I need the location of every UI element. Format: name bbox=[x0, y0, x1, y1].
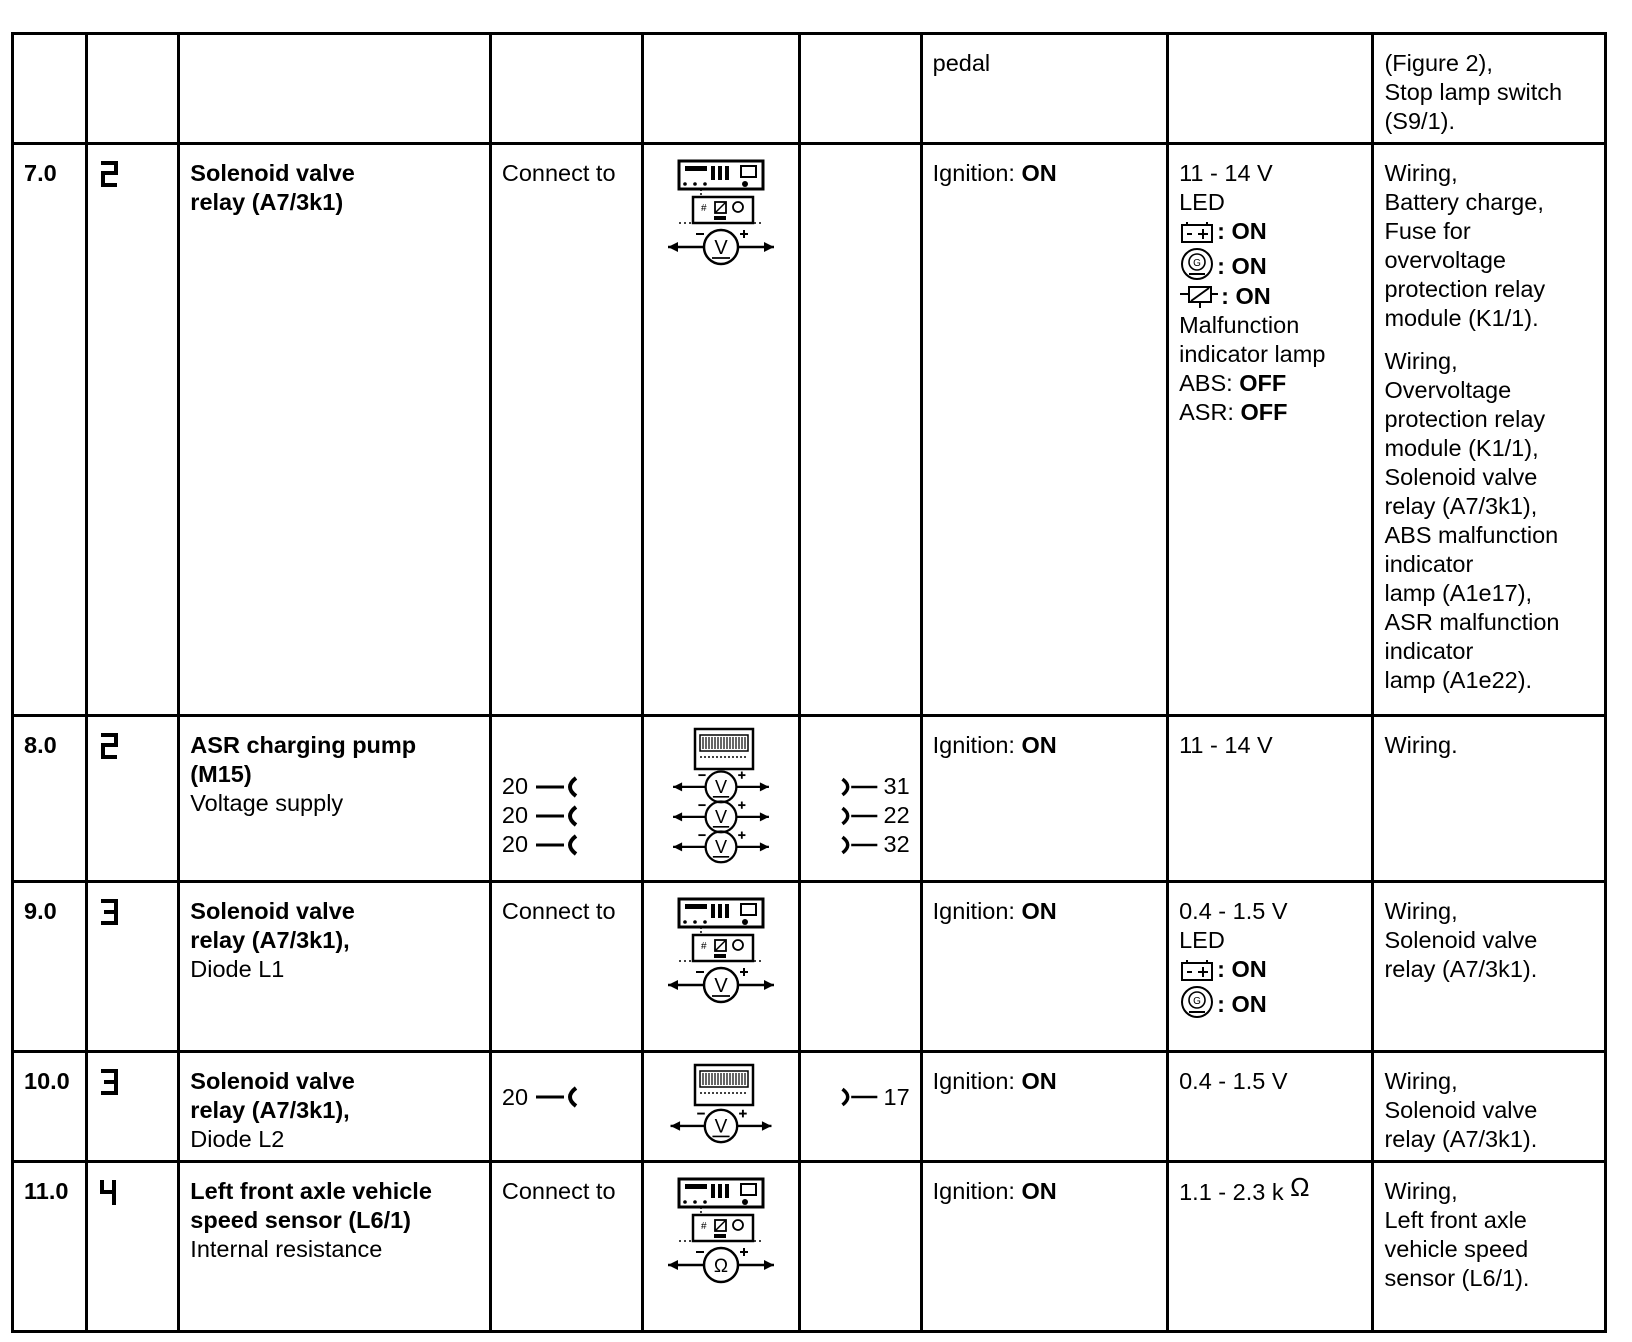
remedy-line: Solenoid valve bbox=[1384, 927, 1538, 954]
remedy-cell bbox=[1373, 882, 1606, 1051]
remedy-line: relay (A7/3k1), bbox=[1384, 493, 1538, 520]
remedy-cell bbox=[1373, 716, 1606, 882]
component-name-line: relay (A7/3k1), bbox=[190, 1096, 350, 1123]
test-table-sheet bbox=[11, 32, 1607, 1333]
probe-connector-icon bbox=[534, 775, 580, 799]
probe-connector-icon bbox=[839, 1085, 879, 1109]
scanner-voltmeter-icon bbox=[663, 727, 779, 871]
step-number: 11.0 bbox=[24, 1177, 69, 1204]
pin-number: 20 bbox=[501, 773, 529, 800]
component-name-line: Solenoid valve bbox=[190, 1067, 355, 1094]
table-row bbox=[13, 1051, 1606, 1161]
component-detail: Voltage supply bbox=[190, 790, 344, 817]
component-name-line: (M15) bbox=[190, 761, 252, 788]
remedy-line: Wiring, bbox=[1384, 898, 1458, 925]
nominal-cell bbox=[1168, 716, 1373, 882]
step-cell bbox=[13, 716, 87, 882]
component-cell bbox=[179, 882, 491, 1051]
remedy-cell bbox=[1373, 1161, 1606, 1331]
led-label: LED bbox=[1179, 189, 1225, 216]
remedy-line: Stop lamp switch bbox=[1384, 79, 1563, 105]
led-label: LED bbox=[1179, 927, 1225, 954]
table-row bbox=[13, 144, 1606, 716]
led-state: ON bbox=[1231, 956, 1267, 983]
nominal-value: 11 - 14 V bbox=[1179, 160, 1273, 187]
step-cell bbox=[13, 882, 87, 1051]
step-cell bbox=[13, 144, 87, 716]
condition-label: Ignition: bbox=[932, 160, 1022, 187]
fault-code-2-glyph bbox=[98, 159, 120, 189]
condition-cell bbox=[921, 1051, 1167, 1161]
remedy-line: Battery charge, bbox=[1384, 189, 1544, 216]
remedy-line: Solenoid valve bbox=[1384, 1096, 1538, 1123]
socket-cell bbox=[800, 716, 921, 882]
equipment-cell bbox=[643, 34, 800, 144]
remedy-cell bbox=[1373, 1051, 1606, 1161]
socket-cell bbox=[800, 882, 921, 1051]
condition-label: Ignition: bbox=[932, 732, 1022, 759]
condition-label: Ignition: bbox=[932, 1177, 1022, 1204]
nominal-value: 0.4 - 1.5 V bbox=[1179, 898, 1288, 925]
battery-icon bbox=[1179, 958, 1215, 982]
tester-ohmmeter-icon bbox=[663, 1177, 779, 1289]
nominal-value: 11 - 14 V bbox=[1179, 732, 1273, 759]
condition-value: ON bbox=[1021, 1067, 1057, 1094]
code-cell bbox=[87, 716, 179, 882]
component-detail: Diode L2 bbox=[190, 1125, 285, 1152]
connection-cell bbox=[490, 1051, 642, 1161]
ohm-unit: Ω bbox=[1290, 1171, 1310, 1202]
probe-connector-icon bbox=[839, 833, 879, 857]
pin-number: 17 bbox=[883, 1083, 910, 1110]
test-table bbox=[11, 32, 1607, 1333]
condition-cell bbox=[921, 144, 1167, 716]
equipment-cell bbox=[643, 1161, 800, 1331]
tester-voltmeter-icon bbox=[663, 897, 779, 1009]
relay-icon bbox=[1179, 283, 1219, 309]
component-name-line: relay (A7/3k1) bbox=[190, 189, 344, 216]
equipment-cell bbox=[643, 882, 800, 1051]
nominal-line: Malfunction bbox=[1179, 312, 1300, 339]
component-cell bbox=[179, 1051, 491, 1161]
pin-number: 20 bbox=[501, 1083, 529, 1110]
condition-label: Ignition: bbox=[932, 1067, 1022, 1094]
code-cell bbox=[87, 882, 179, 1051]
remedy-line: Wiring, bbox=[1384, 348, 1458, 375]
socket-cell bbox=[800, 1051, 921, 1161]
remedy-line: Left front axle bbox=[1384, 1206, 1527, 1233]
step-number: 10.0 bbox=[24, 1067, 70, 1094]
code-cell bbox=[87, 1051, 179, 1161]
battery-icon bbox=[1179, 220, 1215, 244]
probe-connector-icon bbox=[534, 804, 580, 828]
component-name-line: ASR charging pump bbox=[190, 732, 417, 759]
remedy-cell bbox=[1373, 34, 1606, 144]
remedy-line: vehicle speed bbox=[1384, 1235, 1529, 1262]
remedy-line: (S9/1). bbox=[1384, 108, 1456, 134]
table-row bbox=[13, 34, 1606, 144]
connection-text: Connect to bbox=[501, 1177, 616, 1204]
fault-code-2-glyph bbox=[98, 731, 120, 761]
fault-code-3-glyph bbox=[98, 897, 120, 927]
probe-connector-icon bbox=[534, 1085, 580, 1109]
remedy-line: ABS malfunction bbox=[1384, 522, 1559, 549]
remedy-line: indicator bbox=[1384, 638, 1474, 665]
equipment-cell bbox=[643, 144, 800, 716]
component-name-line: Solenoid valve bbox=[190, 898, 355, 925]
pin-number: 22 bbox=[883, 802, 910, 829]
table-row bbox=[13, 716, 1606, 882]
led-state: ON bbox=[1231, 991, 1267, 1018]
step-number: 9.0 bbox=[24, 898, 57, 925]
condition-cell bbox=[921, 1161, 1167, 1331]
nominal-cell bbox=[1168, 1161, 1373, 1331]
connection-text: Connect to bbox=[501, 160, 616, 187]
connection-cell bbox=[490, 1161, 642, 1331]
socket-cell bbox=[800, 144, 921, 716]
component-cell bbox=[179, 1161, 491, 1331]
remedy-line: Wiring. bbox=[1384, 732, 1458, 759]
code-cell bbox=[87, 144, 179, 716]
nominal-cell: 11 - 14 V LED : ON : ON : ON Malfunction indicator lamp ABS: OFF ASR: OFF bbox=[1168, 144, 1373, 716]
remedy-line: lamp (A1e17), bbox=[1384, 580, 1533, 607]
condition-value: ON bbox=[1021, 732, 1057, 759]
led-state: ON bbox=[1231, 218, 1267, 245]
nominal-value: 1.1 - 2.3 k bbox=[1179, 1178, 1284, 1205]
component-name-line: speed sensor (L6/1) bbox=[190, 1206, 412, 1233]
remedy-line: (Figure 2), bbox=[1384, 50, 1493, 76]
probe-connector-icon bbox=[534, 833, 580, 857]
remedy-line: ASR malfunction bbox=[1384, 609, 1560, 636]
led-state: ON bbox=[1235, 283, 1271, 310]
remedy-line: overvoltage bbox=[1384, 247, 1506, 274]
pin-number: 32 bbox=[883, 831, 910, 858]
remedy-line: relay (A7/3k1). bbox=[1384, 1125, 1538, 1152]
remedy-line: indicator bbox=[1384, 551, 1474, 578]
condition-value: ON bbox=[1021, 1177, 1057, 1204]
remedy-line: Wiring, bbox=[1384, 1177, 1458, 1204]
remedy-line: module (K1/1), bbox=[1384, 435, 1539, 462]
led-state: ON bbox=[1231, 253, 1267, 280]
remedy-line: Wiring, bbox=[1384, 1067, 1458, 1094]
remedy-line: protection relay bbox=[1384, 406, 1546, 433]
table-row bbox=[13, 1161, 1606, 1331]
socket-cell bbox=[800, 34, 921, 144]
component-name-line: Solenoid valve bbox=[190, 160, 355, 187]
generator-icon bbox=[1179, 984, 1215, 1020]
step-number: 7.0 bbox=[24, 160, 57, 187]
abs-label: ABS: bbox=[1179, 370, 1240, 397]
connection-cell bbox=[490, 716, 642, 882]
connection-text: Connect to bbox=[501, 898, 616, 925]
condition-cell bbox=[921, 34, 1167, 144]
nominal-cell: 0.4 - 1.5 V LED : ON : ON bbox=[1168, 882, 1373, 1051]
socket-cell bbox=[800, 1161, 921, 1331]
remedy-line: module (K1/1). bbox=[1384, 305, 1539, 332]
step-cell bbox=[13, 1051, 87, 1161]
component-name-line: relay (A7/3k1), bbox=[190, 927, 350, 954]
equipment-cell bbox=[643, 716, 800, 882]
asr-label: ASR: bbox=[1179, 399, 1241, 426]
generator-icon bbox=[1179, 246, 1215, 282]
condition-text: pedal bbox=[932, 50, 991, 76]
remedy-line: protection relay bbox=[1384, 276, 1546, 303]
tester-voltmeter-icon bbox=[663, 159, 779, 271]
remedy-line: Overvoltage bbox=[1384, 377, 1512, 404]
remedy-line: Wiring, bbox=[1384, 160, 1458, 187]
code-cell bbox=[87, 34, 179, 144]
code-cell bbox=[87, 1161, 179, 1331]
connection-cell bbox=[490, 882, 642, 1051]
connection-cell bbox=[490, 34, 642, 144]
remedy-line: relay (A7/3k1). bbox=[1384, 956, 1538, 983]
remedy-cell bbox=[1373, 144, 1606, 716]
component-cell bbox=[179, 144, 491, 716]
fault-code-4-glyph bbox=[98, 1177, 120, 1207]
condition-value: ON bbox=[1021, 898, 1057, 925]
remedy-line: lamp (A1e22). bbox=[1384, 667, 1533, 694]
scanner-voltmeter-icon bbox=[663, 1063, 779, 1147]
component-name-line: Left front axle vehicle bbox=[190, 1177, 432, 1204]
condition-value: ON bbox=[1021, 160, 1057, 187]
step-cell bbox=[13, 1161, 87, 1331]
component-cell bbox=[179, 716, 491, 882]
pin-number: 20 bbox=[501, 831, 529, 858]
nominal-cell bbox=[1168, 1051, 1373, 1161]
connection-cell bbox=[490, 144, 642, 716]
probe-connector-icon bbox=[839, 804, 879, 828]
remedy-line: Fuse for bbox=[1384, 218, 1471, 245]
component-detail: Diode L1 bbox=[190, 956, 285, 983]
component-cell bbox=[179, 34, 491, 144]
remedy-line: Solenoid valve bbox=[1384, 464, 1538, 491]
condition-label: Ignition: bbox=[932, 898, 1022, 925]
fault-code-3-glyph bbox=[98, 1067, 120, 1097]
nominal-line: indicator lamp bbox=[1179, 341, 1326, 368]
step-number: 8.0 bbox=[24, 732, 57, 759]
condition-cell bbox=[921, 716, 1167, 882]
condition-cell bbox=[921, 882, 1167, 1051]
step-cell bbox=[13, 34, 87, 144]
abs-value: OFF bbox=[1239, 370, 1287, 397]
nominal-value: 0.4 - 1.5 V bbox=[1179, 1067, 1288, 1094]
table-row bbox=[13, 882, 1606, 1051]
pin-number: 31 bbox=[883, 773, 910, 800]
component-detail: Internal resistance bbox=[190, 1235, 383, 1262]
remedy-line: sensor (L6/1). bbox=[1384, 1264, 1530, 1291]
pin-number: 20 bbox=[501, 802, 529, 829]
nominal-cell bbox=[1168, 34, 1373, 144]
probe-connector-icon bbox=[839, 775, 879, 799]
equipment-cell bbox=[643, 1051, 800, 1161]
asr-value: OFF bbox=[1240, 399, 1288, 426]
